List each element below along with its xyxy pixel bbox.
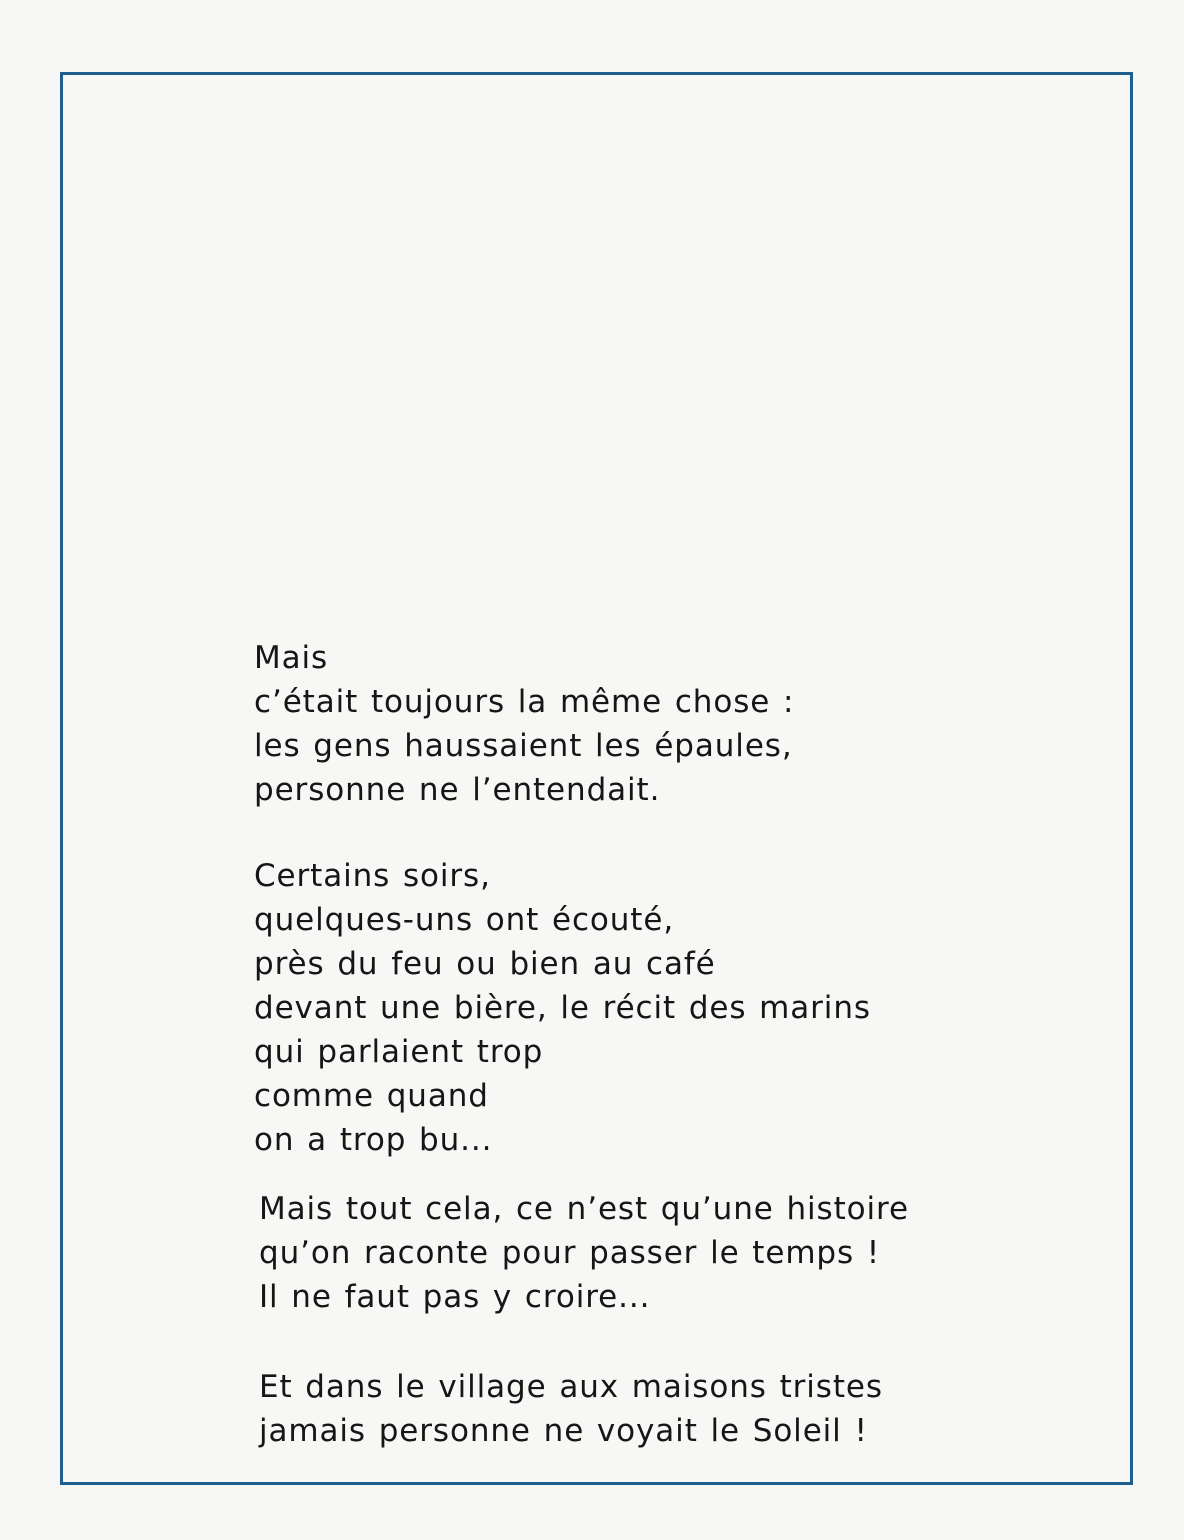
stanza-1 bbox=[254, 636, 794, 812]
poem-line: Mais bbox=[254, 640, 329, 676]
poem-line: Il ne faut pas y croire... bbox=[259, 1279, 651, 1315]
poem-line: Mais tout cela, ce n’est qu’une histoire bbox=[259, 1191, 909, 1227]
poem-line: les gens haussaient les épaules, bbox=[254, 728, 793, 764]
stanza-4 bbox=[259, 1365, 883, 1453]
poem-line: comme quand bbox=[254, 1078, 489, 1114]
poem-line: c’était toujours la même chose : bbox=[254, 684, 795, 720]
poem-line: qui parlaient trop bbox=[254, 1034, 544, 1070]
poem-line: quelques-uns ont écouté, bbox=[254, 902, 675, 938]
poem-line: Et dans le village aux maisons tristes bbox=[259, 1369, 883, 1405]
poem-line: qu’on raconte pour passer le temps ! bbox=[259, 1235, 881, 1271]
stanza-3 bbox=[259, 1187, 909, 1319]
poem-line: on a trop bu... bbox=[254, 1122, 493, 1158]
poem-line: devant une bière, le récit des marins bbox=[254, 990, 871, 1026]
stanza-2 bbox=[254, 854, 871, 1162]
poem-line: jamais personne ne voyait le Soleil ! bbox=[259, 1413, 868, 1449]
poem-line: Certains soirs, bbox=[254, 858, 491, 894]
poem-line: personne ne l’entendait. bbox=[254, 772, 661, 808]
poem-line: près du feu ou bien au café bbox=[254, 946, 716, 982]
